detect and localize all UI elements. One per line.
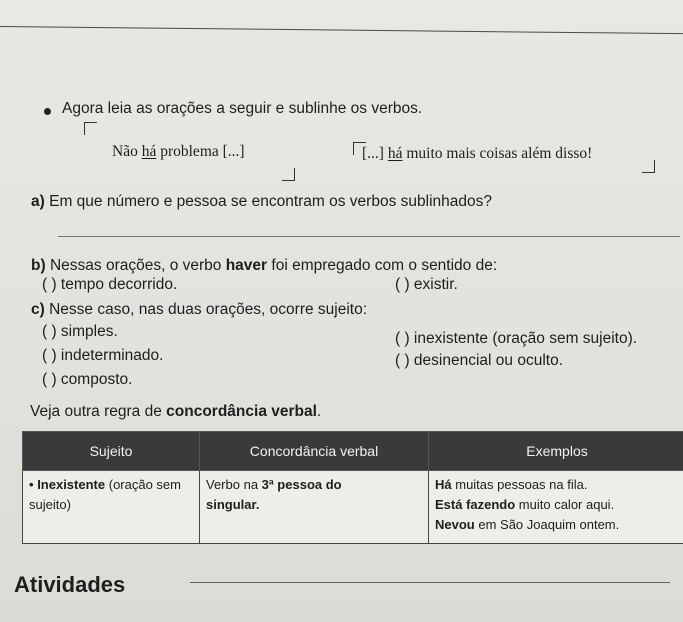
quote-2-verb: há (387, 145, 403, 162)
option-composto[interactable]: ( ) composto. (42, 371, 133, 388)
option-inexistente[interactable]: ( ) inexistente (oração sem sujeito). (395, 330, 638, 347)
question-b-text-1: Nessas orações, o verbo (49, 257, 226, 274)
bullet-glyph: • (29, 477, 34, 492)
question-a-label: a) (31, 193, 45, 210)
section-text-1: Veja outra regra de (30, 403, 167, 420)
quote-1-before: Não (112, 143, 142, 160)
question-b-label: b) (31, 257, 46, 274)
option-indeterminado[interactable]: ( ) indeterminado. (42, 347, 164, 364)
question-b-bold: haver (225, 257, 268, 274)
footer-divider (190, 582, 670, 583)
option-desinencial[interactable]: ( ) desinencial ou oculto. (395, 352, 564, 369)
agreement-rest: singular. (206, 497, 260, 512)
question-c-label: c) (31, 301, 45, 318)
example-1-rest: muitas pessoas na fila. (451, 477, 588, 492)
option-tempo-decorrido[interactable]: ( ) tempo decorrido. (42, 276, 178, 293)
question-b (31, 257, 497, 275)
section-bold: concordância verbal (166, 403, 317, 420)
header-sujeito: Sujeito (23, 432, 200, 471)
section-text-2: . (316, 403, 322, 420)
agreement-prefix: Verbo na (206, 477, 262, 492)
section-intro (30, 403, 321, 421)
answer-line[interactable] (58, 236, 680, 237)
top-divider (0, 26, 683, 34)
activities-heading: Atividades (14, 572, 126, 597)
cell-subject (23, 471, 200, 544)
cell-examples (429, 471, 683, 544)
cell-agreement (200, 471, 429, 544)
example-3-bold: Nevou (435, 517, 475, 532)
option-simples[interactable]: ( ) simples. (42, 323, 118, 340)
quote-2 (362, 145, 592, 163)
header-exemplos: Exemplos (429, 432, 683, 471)
example-1 (435, 475, 679, 495)
option-existir[interactable]: ( ) existir. (395, 276, 458, 293)
quote-2-before: [...] (362, 145, 388, 162)
question-c (31, 301, 367, 319)
example-2-bold: Está fazendo (435, 497, 516, 512)
quote-1-after: problema [...] (156, 143, 245, 160)
bullet-icon (44, 108, 51, 115)
example-3 (435, 515, 679, 535)
subject-rest: (oração sem sujeito) (29, 477, 181, 512)
subject-bold: Inexistente (37, 477, 106, 492)
question-b-text-2: foi empregado com o sentido de: (267, 257, 498, 274)
question-a (31, 193, 492, 211)
example-2 (435, 495, 679, 515)
question-a-text: Em que número e pessoa se encontram os verbos sublinhados? (49, 193, 492, 210)
example-2-rest: muito calor aqui. (515, 497, 615, 512)
close-bracket-icon (282, 168, 295, 181)
quote-2-after: muito mais coisas além disso! (402, 145, 593, 162)
open-bracket-icon (84, 122, 97, 135)
concordance-table (22, 431, 683, 544)
example-3-rest: em São Joaquim ontem. (474, 517, 620, 532)
close-bracket-icon (642, 160, 655, 173)
table-row (23, 471, 683, 544)
example-1-bold: Há (435, 477, 452, 492)
quote-1-verb: há (141, 143, 157, 160)
quote-1 (112, 143, 245, 161)
header-concordancia: Concordância verbal (200, 432, 429, 471)
instruction-text: Agora leia as orações a seguir e sublinhe os verbos. (62, 100, 423, 117)
table-header-row (23, 432, 683, 471)
agreement-bold: 3ª pessoa do (261, 477, 342, 492)
question-c-text: Nesse caso, nas duas orações, ocorre sujeito: (49, 301, 368, 318)
